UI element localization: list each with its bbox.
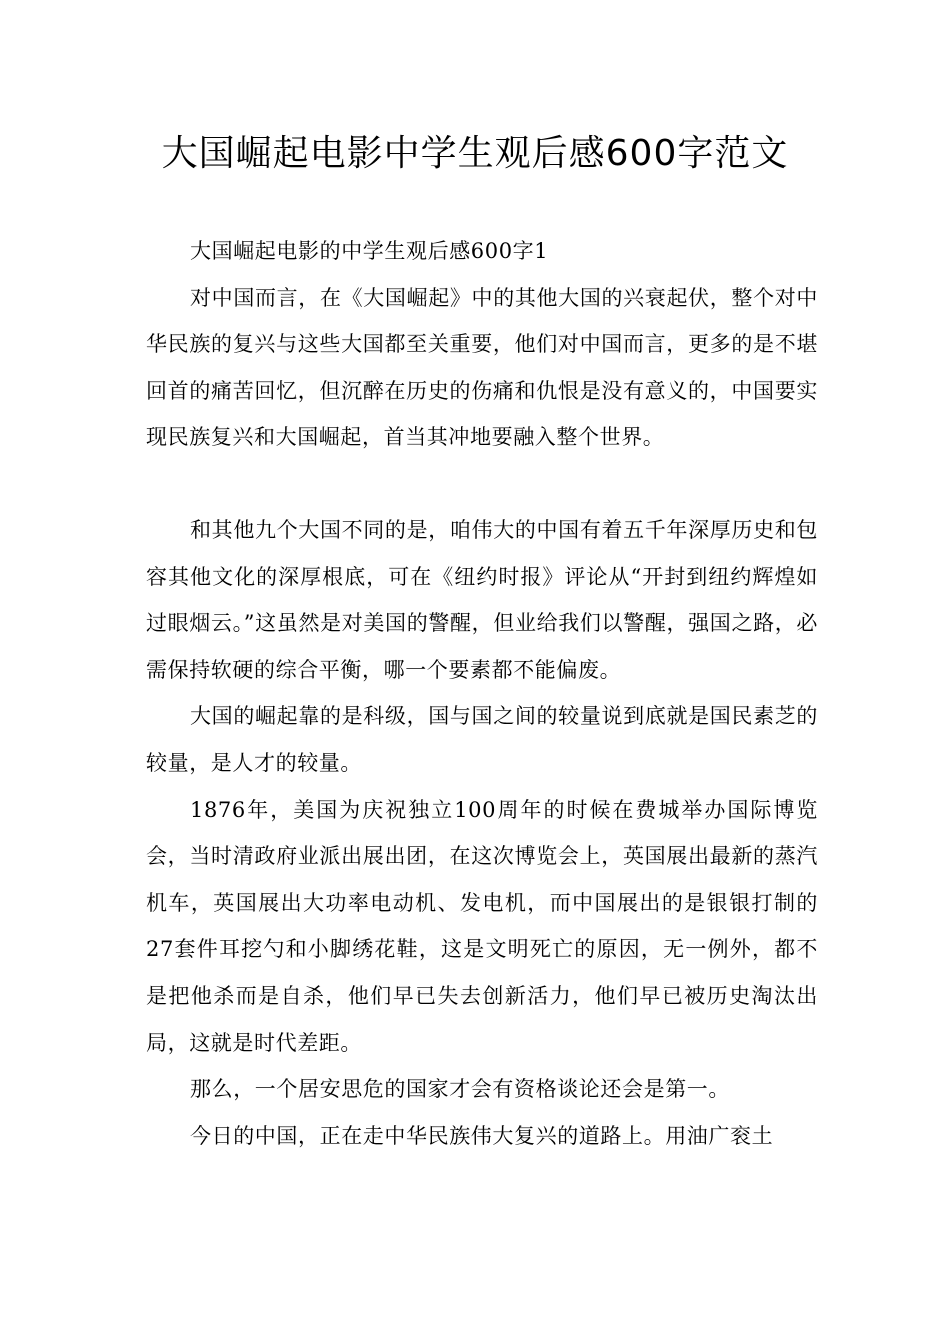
paragraph: 今日的中国，正在走中华民族伟大复兴的道路上。用油广衮土 [190,1123,774,1148]
paragraph-spacer [146,461,818,507]
document-body [146,228,818,1159]
paragraph: 1876年，美国为庆祝独立100周年的时候在费城举办国际博览会，当时清政府业派出展出团，在这次博览会上，英国展出最新的蒸汽机车，英国展出大功率电动机、发电机，而中国展出的是银银打制的27套件耳挖勺和小脚绣花鞋，这是文明死亡的原因，无一例外，都不是把他杀而是自杀，他们早已失去创新活力，他们早已被历史淘汰出局，这就是时代差距。 [146,797,818,1055]
paragraph: 对中国而言，在《大国崛起》中的其他大国的兴衰起伏，整个对中华民族的复兴与这些大国都至关重要，他们对中国而言，更多的是不堪回首的痛苦回忆，但沉醉在历史的伤痛和仇恨是没有意义的，中国要实现民族复兴和大国崛起，首当其冲地要融入整个世界。 [146,285,818,450]
paragraph: 和其他九个大国不同的是，咱伟大的中国有着五千年深厚历史和包容其他文化的深厚根底，可在《纽约时报》评论从“开封到纽约辉煌如过眼烟云。”这虽然是对美国的警醒，但业给我们以警醒，强国之路，必需保持软硬的综合平衡，哪一个要素都不能偏废。 [146,517,818,682]
section-heading: 大国崛起电影的中学生观后感600字1 [190,239,549,263]
document-title: 大国崛起电影中学生观后感600字范文 [161,133,789,174]
paragraph: 那么，一个居安思危的国家才会有资格谈论还会是第一。 [190,1077,730,1102]
paragraph: 大国的崛起靠的是科级，国与国之间的较量说到底就是国民素芝的较量，是人才的较量。 [146,704,818,775]
